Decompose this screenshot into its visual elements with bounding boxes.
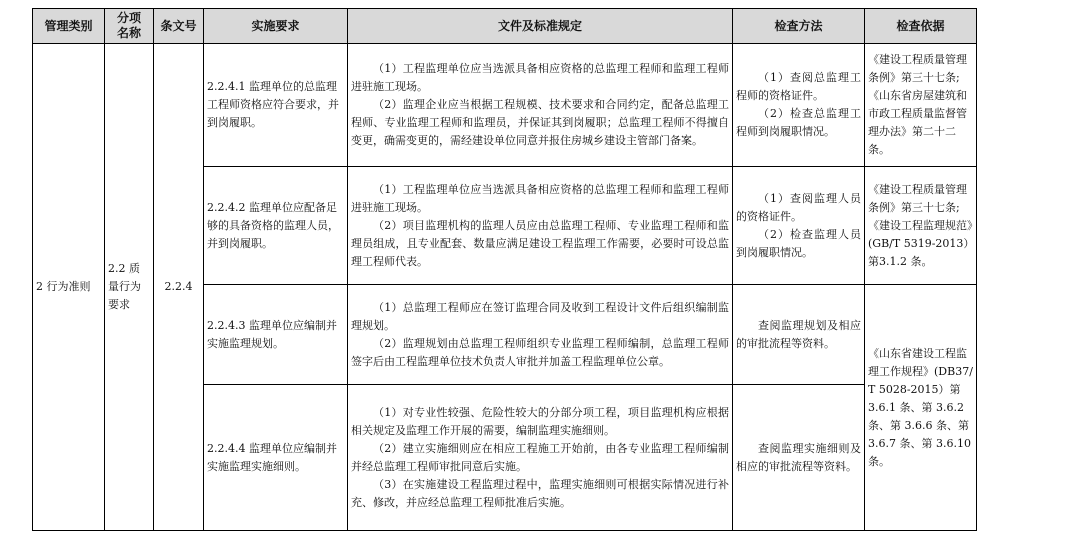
requirement-cell: 2.2.4.4 监理单位应编制并实施监理实施细则。 [204,385,348,531]
requirement-cell: 2.2.4.2 监理单位应配备足够的具备资格的监理人员，并到岗履职。 [204,167,348,285]
clause-no-cell: 2.2.4 [154,44,204,531]
method-cell [733,44,865,167]
sub-item-cell: 2.2 质量行为要求 [105,44,154,531]
header-standards: 文件及标准规定 [348,9,733,44]
regulation-table-sheet [32,8,977,531]
standard-item: （1）工程监理单位应当选派具备相应资格的总监理工程师和监理工程师进驻施工现场。 [351,62,729,93]
standards-cell [348,167,733,285]
requirement-cell: 2.2.4.3 监理单位应编制并实施监理规划。 [204,285,348,385]
table-row [33,44,977,167]
header-sub-item [105,9,154,44]
method-cell [733,285,865,385]
requirement-cell: 2.2.4.1 监理单位的总监理工程师资格应符合要求，并到岗履职。 [204,44,348,167]
shared-basis-cell: 《山东省建设工程监理工作规程》(DB37/T 5028-2015）第 3.6.1 条、第 3.6.2 条、第 3.6.6 条、第 3.6.7 条、第 3.6.10 条。 [865,285,977,531]
standard-item: （3）在实施建设工程监理过程中，监理实施细则可根据实际情况进行补充、修改，并应经总监理工程师批准后实施。 [351,477,729,509]
method-item: （2）检查总监理工程师到岗履职情况。 [736,107,861,138]
standards-cell [348,285,733,385]
regulation-table [32,8,977,531]
header-row [33,9,977,44]
header-sub-item-line1: 分项 [116,11,141,25]
standard-item: （2）建立实施细则应在相应工程施工开始前，由各专业监理工程师编制并经总监理工程师审批同意后实施。 [351,441,729,473]
header-clause-no: 条文号 [154,9,204,44]
standard-item: （1）总监理工程师应在签订监理合同及收到工程设计文件后组织编制监理规划。 [351,300,729,332]
method-item: （2）检查监理人员到岗履职情况。 [736,227,861,259]
category-cell: 2 行为准则 [33,44,105,531]
header-requirement: 实施要求 [204,9,348,44]
method-item: （1）查阅总监理工程师的资格证件。 [736,71,861,102]
standards-cell [348,385,733,531]
standard-item: （1）对专业性较强、危险性较大的分部分项工程，项目监理机构应根据相关规定及监理工作开展的需要，编制监理实施细则。 [351,405,729,437]
standard-item: （1）工程监理单位应当选派具备相应资格的总监理工程师和监理工程师进驻施工现场。 [351,182,729,214]
header-sub-item-line2: 名称 [116,26,141,40]
standard-item: （2）监理规划由总监理工程师组织专业监理工程师编制，总监理工程师签字后由工程监理单位技术负责人审批并加盖工程监理单位公章。 [351,336,729,368]
method-cell [733,385,865,531]
header-basis: 检查依据 [865,9,977,44]
method-item: 查阅监理实施细则及相应的审批流程等资料。 [736,441,861,473]
basis-cell: 《建设工程质量管理条例》第三十七条;《建设工程监理规范》(GB/T 5319-2013）第3.1.2 条。 [865,167,977,285]
header-category: 管理类别 [33,9,105,44]
standard-item: （2）监理企业应当根据工程规模、技术要求和合同约定，配备总监理工程师、专业监理工程师和监理员，并保证其到岗履职；总监理工程师不得擅自变更，确需变更的，需经建设单位同意并报住房城乡建设主管部门备案。 [351,98,729,147]
method-cell [733,167,865,285]
basis-cell: 《建设工程质量管理条例》第三十七条;《山东省房屋建筑和市政工程质量监督管理办法》第二十二条。 [865,44,977,167]
method-item: （1）查阅监理人员的资格证件。 [736,191,861,223]
standard-item: （2）项目监理机构的监理人员应由总监理工程师、专业监理工程师和监理员组成，且专业配套、数量应满足建设工程监理工作需要，必要时可设总监理工程师代表。 [351,218,729,268]
header-method: 检查方法 [733,9,865,44]
standards-cell [348,44,733,167]
method-item: 查阅监理规划及相应的审批流程等资料。 [736,318,861,350]
